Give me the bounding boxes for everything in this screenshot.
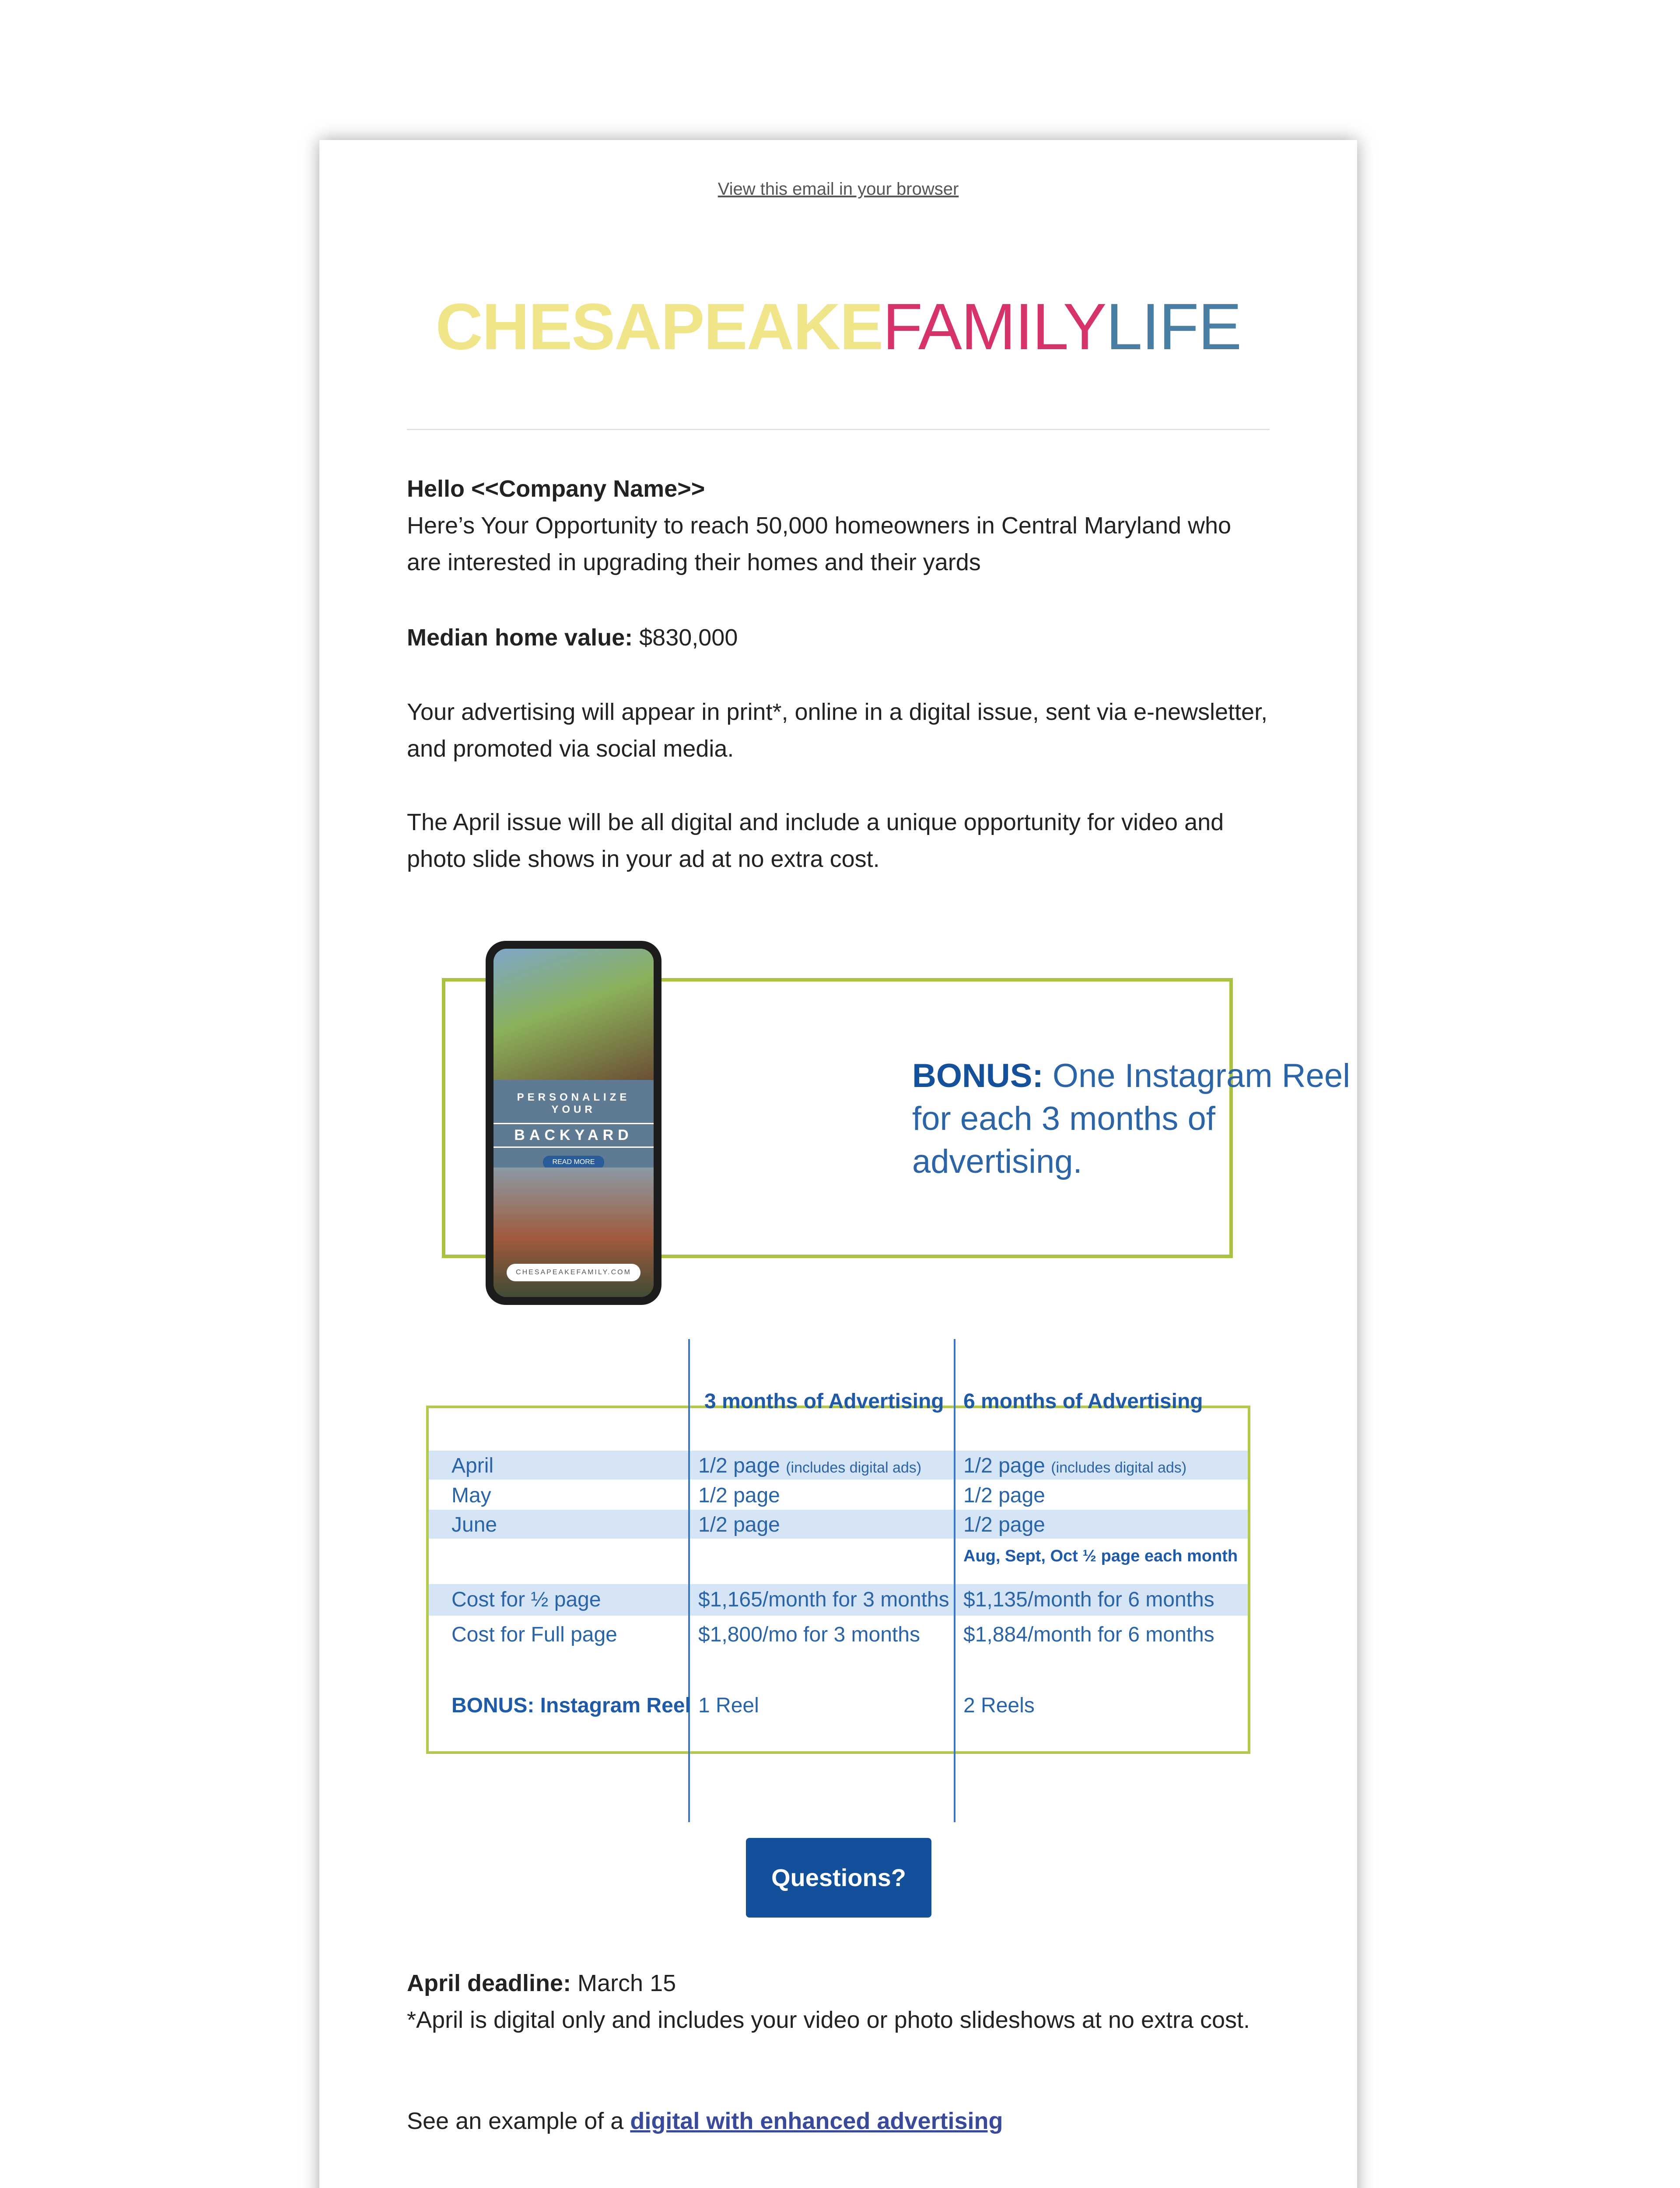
phone-title-line1: PERSONALIZE (517, 1091, 630, 1103)
intro-line: Here’s Your Opportunity to reach 50,000 homeowners in Central Maryland who are interested in upgrading their homes and their yards (407, 512, 1232, 575)
median-value: $830,000 (633, 624, 738, 651)
email-card (319, 140, 1357, 2188)
deadline-note: *April is digital only and includes your video or photo slideshows at no extra cost. (407, 2007, 1250, 2033)
row-label-bonus: BONUS: Instagram Reel (452, 1694, 691, 1717)
row-label: June (452, 1513, 497, 1536)
table-column-divider-1 (688, 1339, 690, 1822)
advertising-paragraph: Your advertising will appear in print*, online in a digital issue, sent via e-newsletter, and promoted via social media. (407, 699, 1268, 762)
view-in-browser-link[interactable]: View this email in your browser (718, 179, 959, 199)
logo-part-chesapeake: CHESAPEAKE (435, 290, 883, 363)
row-3mo-value: $1,800/mo for 3 months (698, 1623, 920, 1646)
phone-read-more-button: READ MORE (543, 1156, 605, 1169)
greeting: Hello <<Company Name>> (407, 476, 705, 502)
row-6mo-value: 1/2 page (963, 1513, 1045, 1536)
logo-part-family: FAMILY (882, 290, 1106, 363)
digital-example-link[interactable]: digital with enhanced advertising (630, 2108, 1003, 2134)
median-label: Median home value: (407, 624, 633, 651)
row-3mo-value: 1/2 page (698, 1513, 780, 1536)
median-value-line (407, 619, 1270, 656)
row-label: April (452, 1454, 494, 1477)
deadline-value: March 15 (571, 1970, 676, 1996)
row-3mo-value (698, 1454, 921, 1478)
deadline-label: April deadline: (407, 1970, 571, 1996)
row-band-june (429, 1510, 1248, 1539)
row-6mo-value: $1,135/month for 6 months (963, 1588, 1214, 1611)
phone-screen (494, 949, 654, 1297)
phone-url-pill: CHESAPEAKEFAMILY.COM (507, 1264, 640, 1281)
row-6mo-value: 1/2 page (963, 1484, 1045, 1507)
row-3mo-value: 1/2 page (698, 1484, 780, 1507)
example-line (407, 2103, 1270, 2139)
row-6mo-value: 2 Reels (963, 1694, 1035, 1717)
phone-mockup (486, 941, 662, 1305)
backyard-photo-top (494, 949, 654, 1080)
cell-text: 1/2 page (698, 1454, 780, 1477)
example-prefix: See an example of a (407, 2108, 630, 2134)
phone-title-band (494, 1080, 654, 1168)
april-issue-paragraph: The April issue will be all digital and include a unique opportunity for video and photo slide shows in your ad at no extra cost. (407, 809, 1224, 872)
cell-note: (includes digital ads) (786, 1459, 922, 1476)
bonus-description: One Instagram Reel for each 3 months of advertising. (912, 1057, 1350, 1180)
table-column-divider-2 (954, 1339, 956, 1822)
row-3mo-value: 1 Reel (698, 1694, 759, 1717)
row-label: Cost for Full page (452, 1623, 617, 1646)
row-6mo-value (963, 1454, 1186, 1478)
extra-months-note: Aug, Sept, Oct ½ page each month (963, 1547, 1238, 1565)
row-label: May (452, 1484, 491, 1507)
phone-title-line2: YOUR (551, 1104, 596, 1115)
bonus-text (912, 1055, 1393, 1183)
cell-note: (includes digital ads) (1051, 1459, 1187, 1476)
phone-title-line3: BACKYARD (494, 1123, 654, 1148)
row-6mo-value: $1,884/month for 6 months (963, 1623, 1214, 1646)
bonus-label: BONUS: (912, 1057, 1043, 1094)
col-header-3-months: 3 months of Advertising (704, 1390, 944, 1413)
header-logo[interactable] (319, 289, 1357, 365)
deadline-block (407, 1965, 1270, 2038)
intro-block (407, 470, 1270, 581)
questions-button[interactable]: Questions? (746, 1838, 931, 1918)
col-header-6-months: 6 months of Advertising (963, 1390, 1203, 1413)
divider (407, 429, 1270, 430)
cell-text: 1/2 page (963, 1454, 1045, 1477)
row-3mo-value: $1,165/month for 3 months (698, 1588, 949, 1611)
row-label: Cost for ½ page (452, 1588, 601, 1611)
logo-part-life: LIFE (1106, 290, 1241, 363)
